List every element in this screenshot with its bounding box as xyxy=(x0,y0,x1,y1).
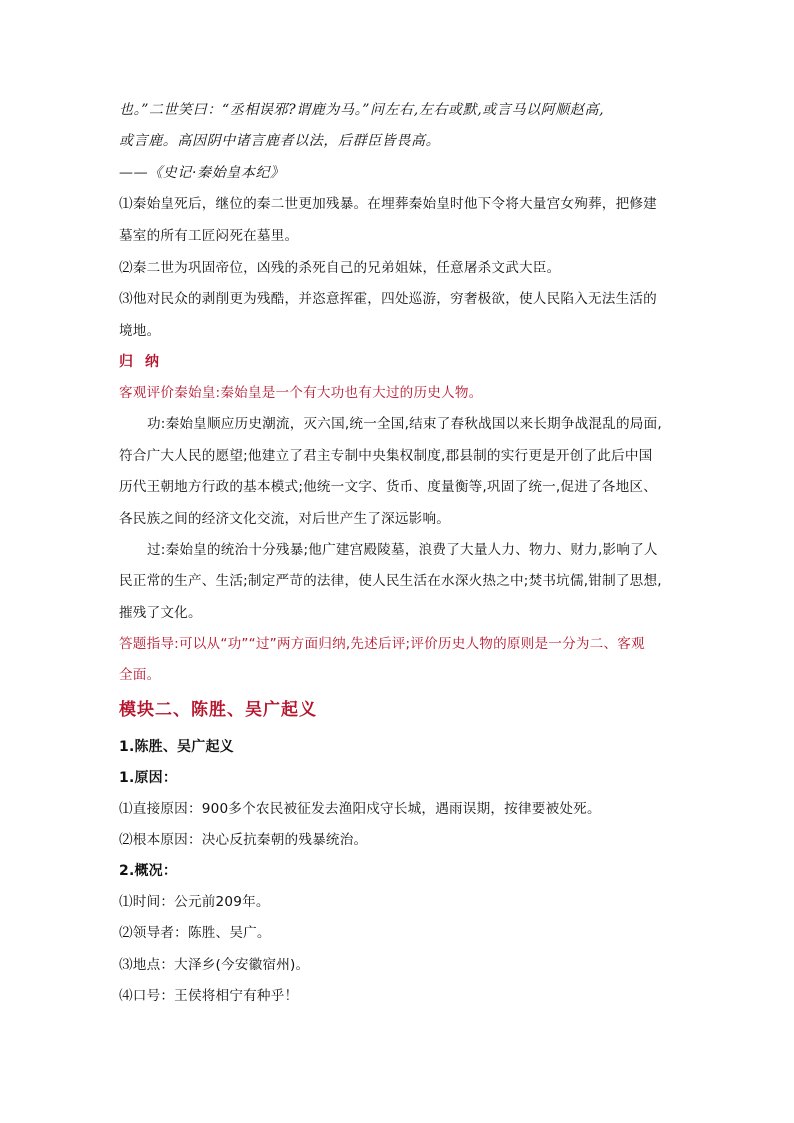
merit-line-1: 功:秦始皇顺应历史潮流，灭六国,统一全国,结束了春秋战国以来长期争战混乱的局面, xyxy=(147,416,662,432)
summary-heading: 归纳 xyxy=(119,354,171,370)
overview-place: ⑶地点：大泽乡(今安徽宿州)。 xyxy=(119,957,310,973)
merit-line-3: 历代王朝地方行政的基本模式;他统一文字、货币、度量衡等,巩固了统一,促进了各地区、 xyxy=(119,479,657,495)
point-2: ⑵秦二世为巩固帝位，凶残的杀死自己的兄弟姐妹，任意屠杀文武大臣。 xyxy=(119,260,561,276)
quote-source: ——《史记·秦始皇本纪》 xyxy=(119,165,285,181)
overview-title: 2.概况： xyxy=(119,863,178,879)
merit-line-4: 各民族之间的经济文化交流，对后世产生了深远影响。 xyxy=(119,511,451,527)
fault-line-1: 过:秦始皇的统治十分残暴;他广建宫殿陵墓，浪费了大量人力、物力、财力,影响了人 xyxy=(147,542,658,558)
cause-root: ⑵根本原因：决心反抗秦朝的残暴统治。 xyxy=(119,832,368,848)
summary-evaluation: 客观评价秦始皇:秦始皇是一个有大功也有大过的历史人物。 xyxy=(119,385,483,401)
answer-guide-line-1: 答题指导:可以从“功”“过”两方面归纳,先述后评;评价历史人物的原则是一分为二、客观 xyxy=(119,636,645,652)
fault-line-3: 摧残了文化。 xyxy=(119,605,202,621)
point-3-line-1: ⑶他对民众的剥削更为残酷，并恣意挥霍，四处巡游，穷奢极欲，使人民陷入无法生活的 xyxy=(119,291,657,307)
cause-title: 1.原因： xyxy=(119,770,178,786)
overview-leaders: ⑵领导者：陈胜、吴广。 xyxy=(119,925,271,941)
overview-slogan: ⑷口号：王侯将相宁有种乎！ xyxy=(119,988,299,1004)
answer-guide-line-2: 全面。 xyxy=(119,667,161,683)
point-1-line-1: ⑴秦始皇死后，继位的秦二世更加残暴。在埋葬秦始皇时他下令将大量宫女殉葬，把修建 xyxy=(119,196,657,212)
section-uprising-title: 1.陈胜、吴广起义 xyxy=(119,739,234,755)
point-3-line-2: 境地。 xyxy=(119,323,161,339)
module-2-title: 模块二、陈胜、吴广起义 xyxy=(119,700,317,720)
quote-line-1: 也。”二世笑曰：“丞相误邪?谓鹿为马。”问左右,左右或默,或言马以阿顺赵高, xyxy=(119,102,605,118)
overview-time: ⑴时间：公元前209年。 xyxy=(119,894,270,910)
merit-line-2: 符合广大人民的愿望;他建立了君主专制中央集权制度,郡县制的实行更是开创了此后中国 xyxy=(119,448,653,464)
fault-line-2: 民正常的生产、生活;制定严苛的法律，使人民生活在水深火热之中;焚书坑儒,钳制了思想, xyxy=(119,573,662,589)
point-1-line-2: 墓室的所有工匠闷死在墓里。 xyxy=(119,228,299,244)
cause-direct: ⑴直接原因：900多个农民被征发去渔阳戍守长城，遇雨误期，按律要被处死。 xyxy=(119,801,601,817)
quote-line-2: 或言鹿。高因阴中诸言鹿者以法，后群臣皆畏高。 xyxy=(119,133,441,149)
